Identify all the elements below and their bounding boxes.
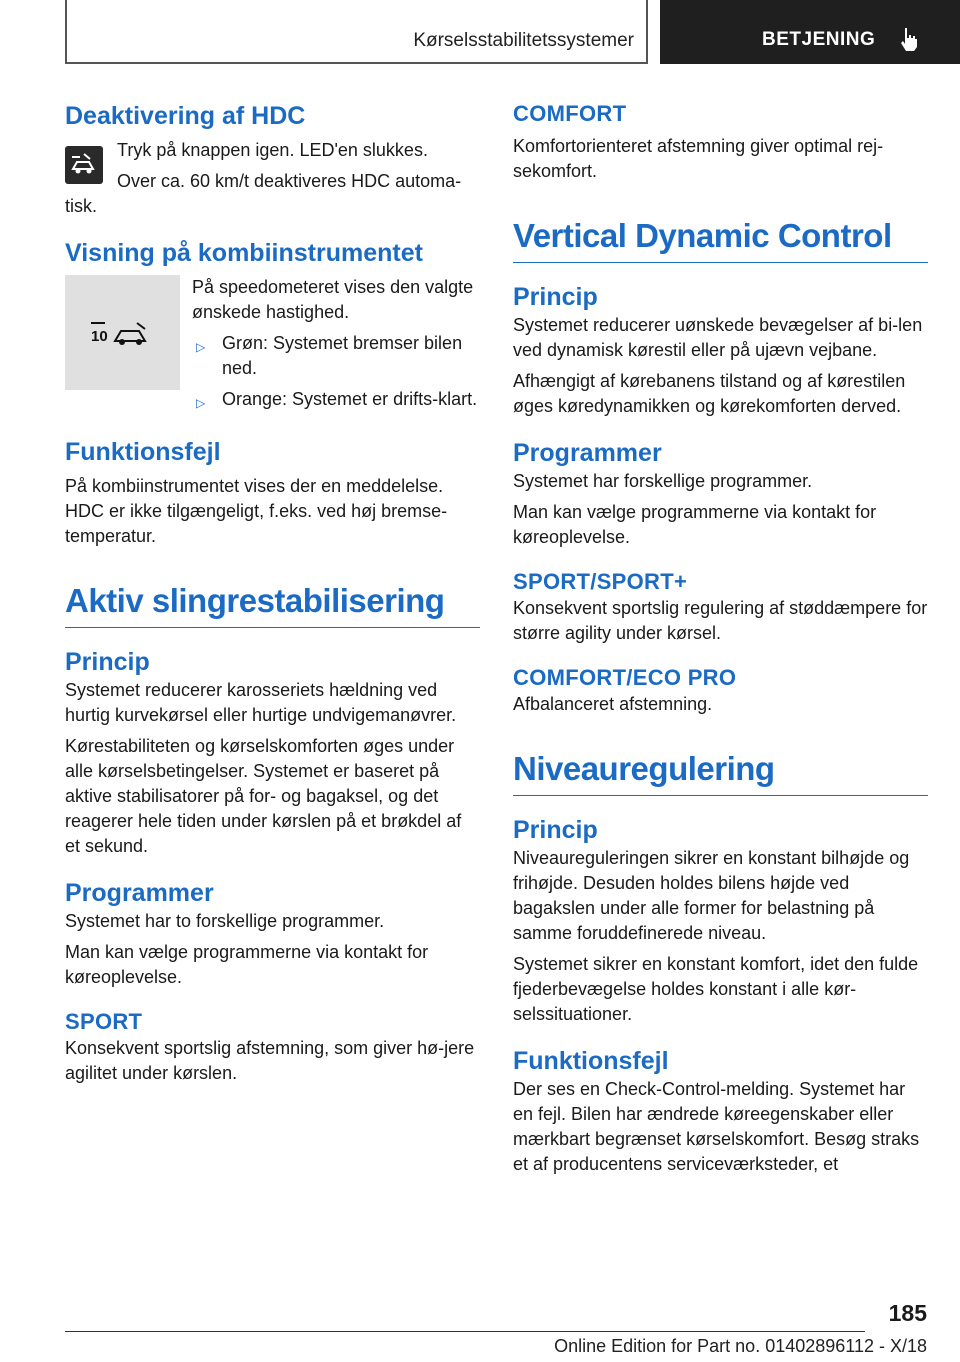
header-chapter-box (65, 0, 648, 64)
vdc-comfort-heading: COMFORT/ECO PRO (513, 665, 737, 690)
active-roll-text-1: Systemet reducerer karosseriets hældning ved hurtig kurvekørsel eller hurtige undvigemanøvrer. (65, 680, 457, 725)
list-item (192, 331, 480, 381)
chapter-title: Kørselsstabilitetssystemer (413, 30, 634, 51)
display-status-list (192, 331, 480, 412)
fault-text: På kombiinstrumentet vises der en meddelelse. HDC er ikke tilgængeligt, f.eks. ved høj bremse-temperatur. (65, 476, 448, 546)
level-heading: Niveauregulering (513, 747, 928, 796)
right-column (513, 100, 928, 1177)
hdc-button-icon (65, 146, 103, 184)
vdc-sport-heading: SPORT/SPORT+ (513, 569, 688, 594)
level-text-1: Niveaureguleringen sikrer en konstant bilhøjde og frihøjde. Desuden holdes bilens højde ved bagakslen under alle former for belastning på samme foruddefinerede niveau. (513, 848, 910, 943)
vdc-text-6: Afbalanceret afstemning. (513, 694, 713, 714)
display-heading: Visning på kombiinstrumentet (65, 239, 423, 267)
hdc-off-text-2: Over ca. 60 km/t deaktiveres HDC automa-tisk. (65, 171, 462, 216)
vdc-heading: Vertical Dynamic Control (513, 214, 928, 263)
level-text-2: Systemet sikrer en konstant komfort, idet den fulde fjederbevægelse holdes konstant i alle kør-selssituationer. (513, 954, 919, 1024)
vdc-text-5: Konsekvent sportslig regulering af støddæmpere for større agility under kørsel. (513, 598, 928, 643)
list-item-text: Grøn: Systemet bremser bilen ned. (222, 333, 463, 378)
vdc-text-1: Systemet reducerer uønskede bevægelser af bi-len ved dynamisk kørestil eller på ujævn vejbane. (513, 315, 923, 360)
active-roll-text-5: Konsekvent sportslig afstemning, som giver hø-jere agilitet under kørslen. (65, 1038, 475, 1083)
page-number: 185 (888, 1300, 927, 1326)
vdc-principle-heading: Princip (513, 283, 598, 311)
active-roll-sport-heading: SPORT (65, 1009, 143, 1034)
triangle-bullet-icon: ▷ (196, 340, 206, 354)
display-figure-value: 10 (91, 328, 108, 345)
vdc-programs-heading: Programmer (513, 439, 662, 467)
hdc-off-heading: Deaktivering af HDC (65, 102, 306, 130)
hand-pointer-icon (896, 26, 922, 52)
active-roll-principle-heading: Princip (65, 648, 150, 676)
left-column (65, 100, 480, 1086)
list-item-text: Orange: Systemet er drifts-klart. (222, 389, 478, 409)
vdc-text-2: Afhængigt af kørebanens tilstand og af kørestilen øges køredynamikken og kørekomforten derved. (513, 371, 906, 416)
hdc-off-instruction (65, 138, 480, 219)
vdc-text-4: Man kan vælge programmerne via kontakt for køreoplevelse. (513, 502, 877, 547)
vdc-text-3: Systemet har forskellige programmer. (513, 471, 813, 491)
comfort-heading: COMFORT (513, 101, 627, 126)
fault-heading: Funktionsfejl (65, 438, 221, 466)
display-figure (65, 275, 180, 390)
triangle-bullet-icon: ▷ (196, 396, 206, 410)
active-roll-text-3: Systemet har to forskellige programmer. (65, 911, 385, 931)
level-fault-heading: Funktionsfejl (513, 1047, 669, 1075)
display-text: På speedometeret vises den valgte ønskede hastighed. (192, 277, 474, 322)
level-principle-heading: Princip (513, 816, 598, 844)
footer-divider (65, 1331, 865, 1332)
active-roll-heading: Aktiv slingrestabilisering (65, 579, 480, 628)
header-section-box (660, 0, 960, 64)
section-title: BETJENING (762, 29, 876, 50)
active-roll-text-4: Man kan vælge programmerne via kontakt for køreoplevelse. (65, 942, 429, 987)
active-roll-programs-heading: Programmer (65, 879, 214, 907)
active-roll-text-2: Kørestabiliteten og kørselskomforten øges under alle kørselsbetingelser. Systemet er baseret på aktive stabilisatorer på for- og bagaksel, og det reagerer hele tiden under kørslen på et brøkdel af et sekund. (65, 736, 462, 856)
hdc-off-text-1: Tryk på knappen igen. LED'en slukkes. (117, 140, 428, 160)
list-item (192, 387, 480, 412)
comfort-text: Komfortorienteret afstemning giver optimal rej-sekomfort. (513, 136, 884, 181)
edition-note: Online Edition for Part no. 01402896112 - X/18 (554, 1336, 927, 1356)
level-text-3: Der ses en Check-Control-melding. Systemet har en fejl. Bilen har ændrede køreegenskaber eller mærkbart begrænset kørselskomfort. Besøg straks et af producentens serviceværksteder, et (513, 1079, 920, 1174)
display-block (65, 275, 480, 418)
hdc-speed-indicator-icon (89, 319, 159, 347)
